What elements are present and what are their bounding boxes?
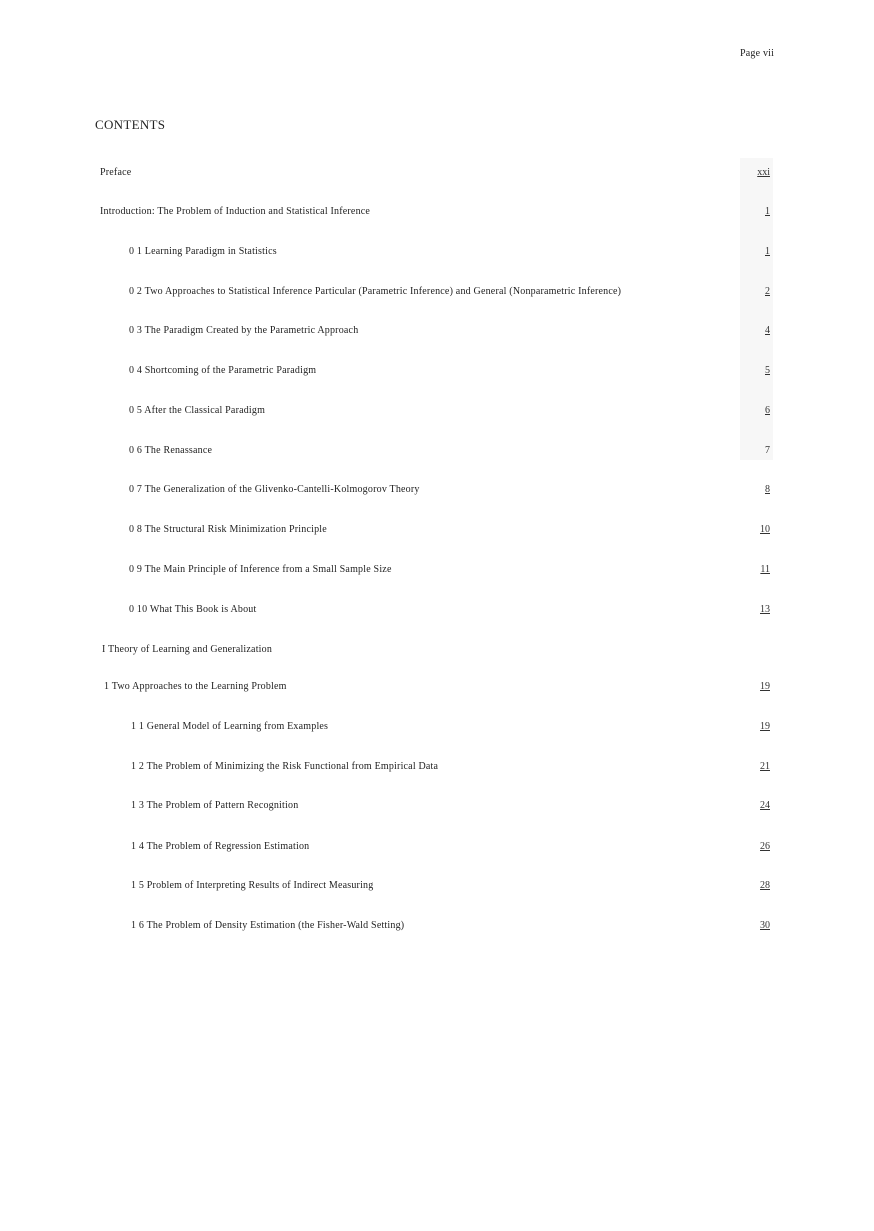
toc-entry-title: Preface <box>100 167 132 178</box>
toc-entry <box>0 522 874 538</box>
toc-entry-title: 1 4 The Problem of Regression Estimation <box>131 841 310 852</box>
toc-entry-title: 1 2 The Problem of Minimizing the Risk Functional from Empirical Data <box>131 761 439 772</box>
toc-entry <box>0 443 874 459</box>
toc-entry-page-link[interactable]: 30 <box>760 920 770 931</box>
toc-entry-page-link[interactable]: 7 <box>765 445 770 456</box>
toc-entry-title: 0 5 After the Classical Paradigm <box>129 405 266 416</box>
toc-entry-title: 1 6 The Problem of Density Estimation (the Fisher-Wald Setting) <box>131 920 405 931</box>
toc-entry <box>0 363 874 379</box>
toc-entry-page-link[interactable]: 13 <box>760 604 770 615</box>
toc-part-title: I Theory of Learning and Generalization <box>102 644 273 655</box>
toc-entry-title: 0 4 Shortcoming of the Parametric Paradigm <box>129 365 317 376</box>
toc-entry <box>0 878 874 894</box>
toc-entry-page-link[interactable]: 5 <box>765 365 770 376</box>
toc-entry-page-link[interactable]: 4 <box>765 325 770 336</box>
toc-entry-page-link[interactable]: 2 <box>765 286 770 297</box>
toc-entry <box>0 839 874 855</box>
toc-entry-title: 0 9 The Main Principle of Inference from a Small Sample Size <box>129 564 392 575</box>
toc-entry <box>0 323 874 339</box>
toc-entry <box>0 759 874 775</box>
toc-entry-title: 0 10 What This Book is About <box>129 604 257 615</box>
toc-entry-page-link[interactable]: 28 <box>760 880 770 891</box>
toc-entry-title: 1 3 The Problem of Pattern Recognition <box>131 800 299 811</box>
toc-entry-title: 0 1 Learning Paradigm in Statistics <box>129 246 277 257</box>
toc-entry-page-link[interactable]: 11 <box>760 564 770 575</box>
toc-entry <box>0 204 874 220</box>
toc-entry-page-link[interactable]: 8 <box>765 484 770 495</box>
toc-entry-page-link[interactable]: 19 <box>760 721 770 732</box>
toc-entry-page-link[interactable]: 21 <box>760 761 770 772</box>
toc-entry <box>0 165 874 181</box>
toc-entry-title: 0 2 Two Approaches to Statistical Inference Particular (Parametric Inference) and General (Nonparametric Inference) <box>129 286 622 297</box>
toc-part-heading <box>0 642 874 658</box>
toc-entry <box>0 284 874 300</box>
toc-entry <box>0 403 874 419</box>
toc-entry <box>0 562 874 578</box>
toc-entry-page-link[interactable]: 10 <box>760 524 770 535</box>
toc-entry-page-link[interactable]: 24 <box>760 800 770 811</box>
toc-entry-title: 1 1 General Model of Learning from Examples <box>131 721 329 732</box>
toc-entry-page-link[interactable]: 1 <box>765 206 770 217</box>
toc-entry-title: 1 5 Problem of Interpreting Results of Indirect Measuring <box>131 880 374 891</box>
toc-entry <box>0 719 874 735</box>
toc-entry <box>0 798 874 814</box>
toc-entry-page-link[interactable]: 19 <box>760 681 770 692</box>
toc-entry-page-link[interactable]: xxi <box>757 167 770 178</box>
toc-entry <box>0 918 874 934</box>
toc-entry <box>0 244 874 260</box>
toc-entry-title: 0 8 The Structural Risk Minimization Principle <box>129 524 327 535</box>
toc-entry-page-link[interactable]: 26 <box>760 841 770 852</box>
toc-entry-title: Introduction: The Problem of Induction and Statistical Inference <box>100 206 371 217</box>
toc-entry-title: 0 7 The Generalization of the Glivenko-Cantelli-Kolmogorov Theory <box>129 484 420 495</box>
toc-entry-page-link[interactable]: 6 <box>765 405 770 416</box>
toc-entry-title: 1 Two Approaches to the Learning Problem <box>104 681 287 692</box>
toc-entry <box>0 679 874 695</box>
toc-entry-title: 0 6 The Renassance <box>129 445 213 456</box>
toc-entry-title: 0 3 The Paradigm Created by the Parametric Approach <box>129 325 359 336</box>
page-number: Page vii <box>740 48 775 59</box>
toc-entry <box>0 602 874 618</box>
contents-heading: CONTENTS <box>95 117 166 132</box>
toc-entry-page-link[interactable]: 1 <box>765 246 770 257</box>
toc-entry <box>0 482 874 498</box>
